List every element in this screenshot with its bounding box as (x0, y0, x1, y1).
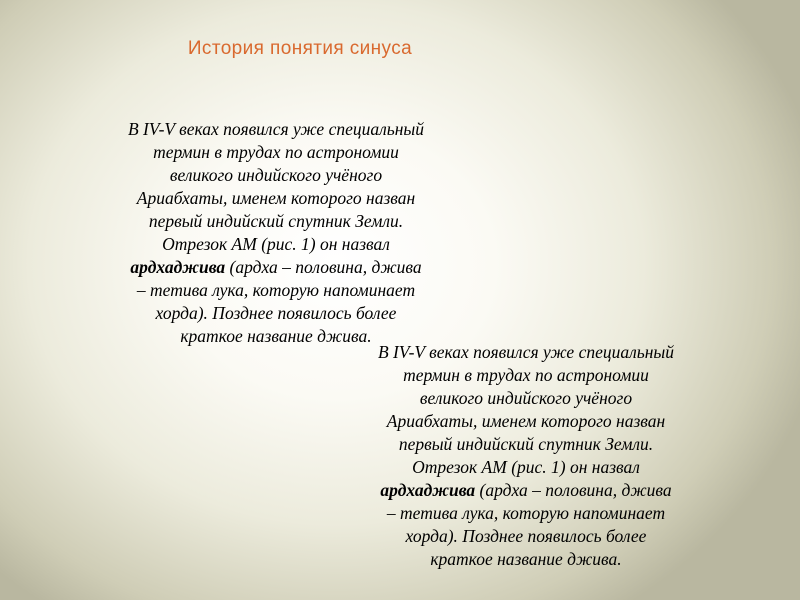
text-line: термин в трудах по астрономии (403, 365, 649, 385)
text-line: В IV-V веках появился уже специальный (127, 119, 424, 139)
text-line: великого индийского учёного (419, 388, 633, 408)
text-line: – тетива лука, которую напоминает (386, 503, 666, 523)
term-ardhajiva: ардхаджива (380, 480, 476, 500)
text-line: хорда). Позднее появилось более (405, 526, 647, 546)
text-line: хорда). Позднее появилось более (155, 303, 397, 323)
text-line: Отрезок АМ (рис. 1) он назвал (162, 234, 390, 254)
text-block-duplicate (316, 341, 736, 571)
text-line: Ариабхаты, именем которого назван (136, 188, 416, 208)
text-line: краткое название джива. (430, 549, 622, 569)
term-explanation: (ардха – половина, джива (475, 480, 672, 500)
text-line: первый индийский спутник Земли. (398, 434, 654, 454)
text-line: краткое название джива. (180, 326, 372, 346)
term-explanation: (ардха – половина, джива (225, 257, 422, 277)
slide-title: История понятия синуса (187, 38, 413, 59)
term-ardhajiva: ардхаджива (130, 257, 226, 277)
text-line: – тетива лука, которую напоминает (136, 280, 416, 300)
text-line: Ариабхаты, именем которого назван (386, 411, 666, 431)
text-line (316, 479, 736, 502)
text-line: термин в трудах по астрономии (153, 142, 399, 162)
text-line: великого индийского учёного (169, 165, 383, 185)
text-line (66, 256, 486, 279)
text-line: первый индийский спутник Земли. (148, 211, 404, 231)
text-line: Отрезок АМ (рис. 1) он назвал (412, 457, 640, 477)
text-block-primary (66, 118, 486, 348)
text-line: В IV-V веках появился уже специальный (377, 342, 674, 362)
